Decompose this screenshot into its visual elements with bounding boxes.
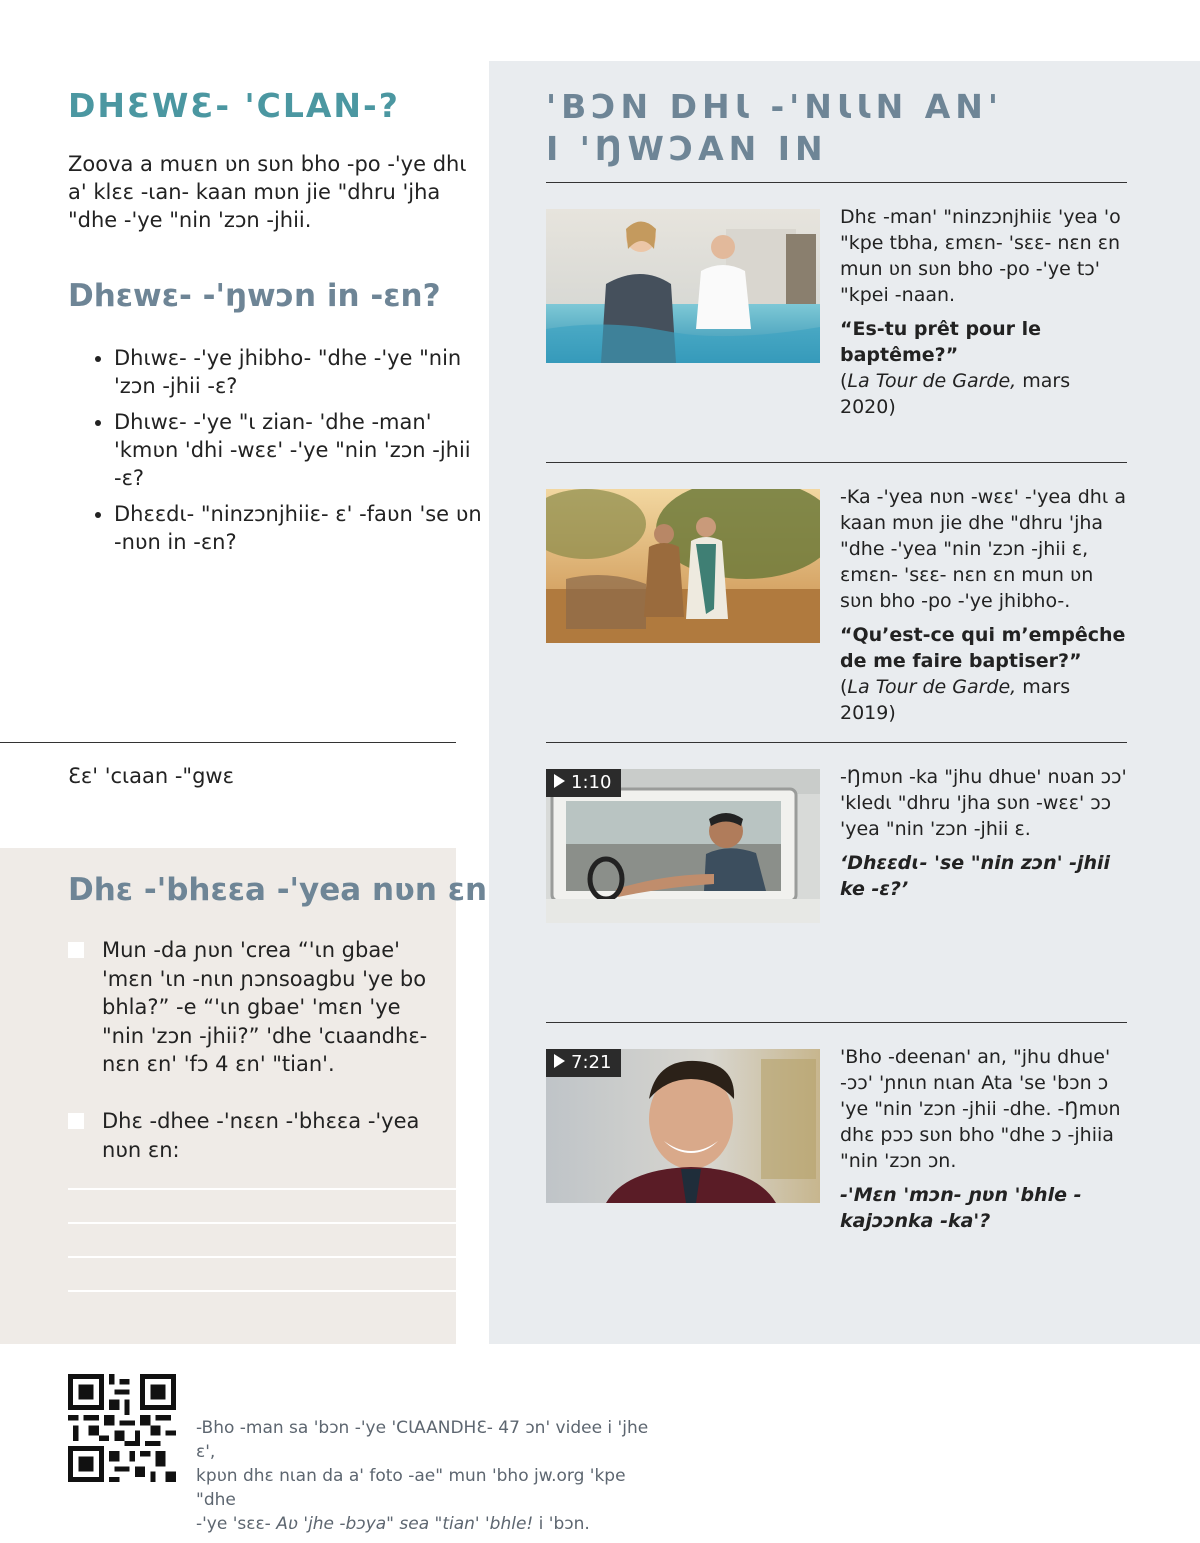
painting-image <box>546 489 820 643</box>
divider <box>546 1022 1127 1023</box>
see-also-label: Ɛɛ' 'cɩaan -"gwɛ <box>68 764 234 788</box>
video-duration-badge <box>546 769 621 797</box>
divider <box>546 742 1127 743</box>
video-duration-badge <box>546 1049 621 1077</box>
resource-description: 'Bho -deenan' an, "jhu dhue' -ɔɔ' 'ɲnɩn nɩan Ata 'se 'bɔn ɔ 'ye "nin 'zɔn -jhii -dhe. -Ŋmʋn dhɛ pɔɔ sʋn bho "dhe ɔ -jhiia "nin 'zɔn ɔn. <box>840 1046 1121 1172</box>
writing-line[interactable] <box>68 1188 456 1190</box>
footer-text: i 'bɔn. <box>533 1514 590 1534</box>
source-publication: La Tour de Garde, <box>847 676 1017 698</box>
play-icon <box>554 774 565 788</box>
activity-task <box>68 936 438 1079</box>
activity-box <box>0 848 456 1344</box>
source-date: mars 2020) <box>840 370 1071 418</box>
writing-line[interactable] <box>68 1222 456 1224</box>
divider <box>0 742 456 743</box>
jesus-and-disciple-painting[interactable] <box>546 489 820 643</box>
intro-paragraph: Zoova a muɛn ʋn sʋn bho -po -'ye dhɩ a' klɛɛ -ɩan- kaan mʋn jie "dhru 'jha "dhe -'ye "nin 'zɔn -jhii. <box>68 152 467 232</box>
questions-heading: Dhɛwɛ- -'ŋwɔn in -ɛn? <box>68 278 441 314</box>
question-item: • Dhɩwɛ- -'ye jhibho- "dhe -'ye "nin 'zɔn -jhii -ɛ? <box>114 344 484 400</box>
task-text: Mun -da ɲʋn 'crea “'ɩn gbae' 'mɛn 'ɩn -nɩn ɲɔnsoagbu 'ye bo bhla?” -e “'ɩn gbae' 'mɛn 'ye "nin 'zɔn -jhii?” 'dhe 'cɩaandhɛ- nɛn ɛn' 'fɔ 4 ɛn' "tian'. <box>102 938 428 1077</box>
divider <box>546 462 1127 463</box>
footer-line <box>196 1512 666 1536</box>
checkbox[interactable] <box>68 1113 84 1129</box>
baptism-pool-photo[interactable] <box>546 209 820 363</box>
source-publication: La Tour de Garde, <box>847 370 1017 392</box>
qr-code[interactable] <box>68 1374 176 1482</box>
resource-source: (La Tour de Garde, mars 2020) <box>840 370 1071 418</box>
checkbox[interactable] <box>68 942 84 958</box>
resource-link-title[interactable]: “Es-tu prêt pour le baptême?” <box>840 318 1042 366</box>
resource-link-title[interactable]: -'Mɛn 'mɔn- ɲʋn 'bhle -kajɔɔnka -ka'? <box>840 1184 1082 1232</box>
resource-source: (La Tour de Garde, mars 2019) <box>840 676 1071 724</box>
resource-link-title[interactable]: ‘Dhɛɛdɩ- 'se "nin zɔn' -jhii ke -ɛ?’ <box>840 852 1111 900</box>
question-item: • Dhɛɛdɩ- "ninzɔnjhiiɛ- ɛ' -faʋn 'se ʋn -nʋn in -ɛn? <box>114 500 484 556</box>
video-duration: 1:10 <box>571 772 612 793</box>
footer-note <box>196 1416 666 1536</box>
activity-heading: Dhɛ -'bhɛɛa -'yea nʋn ɛn <box>68 872 488 908</box>
footer-link-title[interactable]: Aʋ 'jhe -bɔya" sea "tian' 'bhle! <box>276 1514 534 1534</box>
video-duration: 7:21 <box>571 1052 612 1073</box>
resource-description: -Ŋmʋn -ka "jhu dhue' nʋan ɔɔ' 'kledɩ "dhru 'jha sʋn -wɛɛ' ɔɔ 'yea "nin 'zɔn -jhii ɛ. <box>840 766 1127 840</box>
questions-list <box>88 344 484 564</box>
footer-line: -Bho -man sa 'bɔn -'ye 'CƖAANDHƐ- 47 ɔn' videe i 'jhe ɛ', <box>196 1418 649 1462</box>
resources-heading-line1: 'BƆN DHƖ -'NƖƖN AN' <box>546 87 1003 126</box>
resource-description: -Ka -'yea nʋn -wɛɛ' -'yea dhɩ a kaan mʋn jie dhe "dhru 'jha "dhe -'yea "nin 'zɔn -jhii ɛ, ɛmɛn- 'sɛɛ- nɛn ɛn mun ʋn sʋn bho -po -'ye jhibho-. <box>840 486 1126 612</box>
lesson-title: DHƐWƐ- 'CLAN-? <box>68 86 400 125</box>
resources-heading-line2: I 'ŊWƆAN IN <box>546 129 828 168</box>
divider <box>546 182 1127 183</box>
resource-text <box>840 204 1130 420</box>
smiling-man-video[interactable] <box>546 1049 820 1203</box>
question-item: • Dhɩwɛ- -'ye "ɩ zian- 'dhe -man' 'kmʋn 'dhi -wɛɛ' -'ye "nin 'zɔn -jhii -ɛ? <box>114 408 484 492</box>
resources-heading <box>546 86 1106 170</box>
footer-line: kpʋn dhɛ nɩan da a' foto -ae" mun 'bho jw.org 'kpe "dhe <box>196 1466 626 1510</box>
writing-line[interactable] <box>68 1256 456 1258</box>
resource-text <box>840 484 1130 726</box>
resource-text <box>840 1044 1130 1234</box>
footer-text: -'ye 'sɛɛ- <box>196 1514 277 1534</box>
resource-description: Dhɛ -man' "ninzɔnjhiiɛ 'yea 'o "kpe tbha, ɛmɛn- 'sɛɛ- nɛn ɛn mun ʋn sʋn bho -po -'ye tɔ' "kpei -naan. <box>840 206 1121 306</box>
play-icon <box>554 1054 565 1068</box>
task-text: Dhɛ -dhee -'nɛɛn -'bhɛɛa -'yea nʋn ɛn: <box>102 1109 420 1162</box>
baptism-image <box>546 209 820 363</box>
source-date: mars 2019) <box>840 676 1071 724</box>
resource-link-title[interactable]: “Qu’est-ce qui m’empêche de me faire baptiser?” <box>840 624 1126 672</box>
man-driving-car-video[interactable] <box>546 769 820 923</box>
resource-text <box>840 764 1130 902</box>
activity-task <box>68 1107 438 1164</box>
writing-line[interactable] <box>68 1290 456 1292</box>
